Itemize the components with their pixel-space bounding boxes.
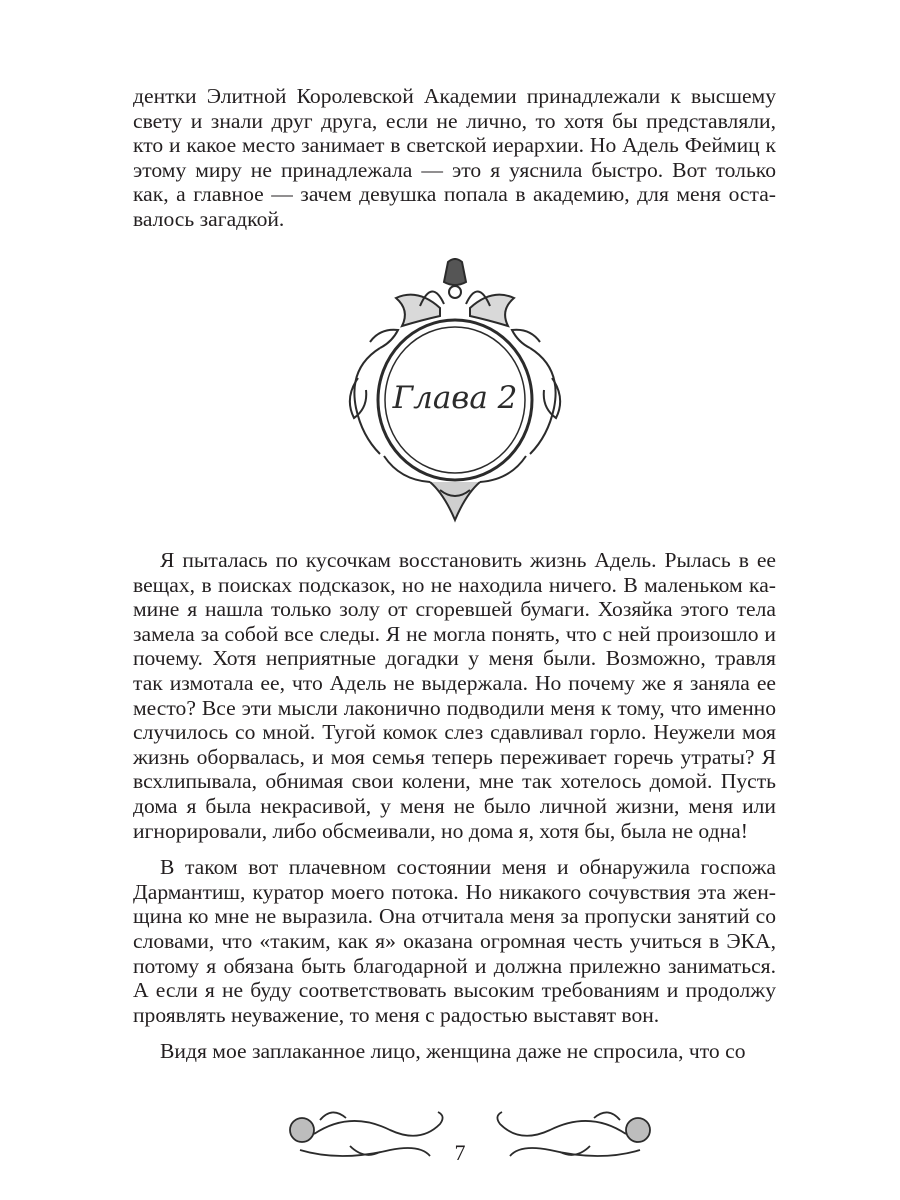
paragraph: В таком вот плачевном состоянии меня и обнаружила госпожа Дармантиш, куратор моего потока. Но никакого сочувствия эта женщина ко мне не выразила. Она отчитала меня за пропуски занятий со словами, что «таким, как я» оказана огромная честь учиться в ЭКА, потому я обязана быть благодарной и должна прилежно заниматься. А если я не буду соответствовать высоким требованиям и продолжу проявлять неуважение, то меня с радостью выставят вон. (133, 855, 776, 1027)
paragraph: дентки Элитной Королевской Академии принадлежали к высшему свету и знали друг друга, если не лично, то хотя бы представляли, кто и какое место занимает в светской иерархии. Но Адель Феймиц к этому миру не принадлежала — это я уяснила быстро. Вот только как, а главное — зачем девушка попала в академию, для меня оставалось загадкой. (133, 84, 776, 231)
chapter-title: Глава 2 (392, 380, 518, 416)
paragraph: Я пыталась по кусочкам восстановить жизнь Адель. Рылась в ее вещах, в поисках подсказок, но не находила ничего. В маленьком камине я нашла только золу от сгоревшей бумаги. Хозяйка этого тела замела за собой все следы. Я не могла понять, что с ней произошло и почему. Хотя неприятные догадки у меня были. Возможно, травля так измотала ее, что Адель не выдержала. Но почему же я заняла ее место? Все эти мысли лаконично подводили меня к тому, что именно случилось со мной. Тугой комок слез сдавливал горло. Неужели моя жизнь оборвалась, и моя семья теперь переживает горечь утраты? Я всхлипывала, обнимая свои колени, мне так хотелось домой. Пусть дома я была некрасивой, у меня не было личной жизни, меня или игнорировали, либо обсмеивали, но дома я, хотя бы, была не одна! (133, 548, 776, 843)
paragraph: Видя мое заплаканное лицо, женщина даже не спросила, что со (160, 1039, 746, 1064)
page-number: 7 (454, 1140, 466, 1165)
page-text-continuation (133, 84, 776, 232)
chapter-body-text (133, 548, 776, 1064)
